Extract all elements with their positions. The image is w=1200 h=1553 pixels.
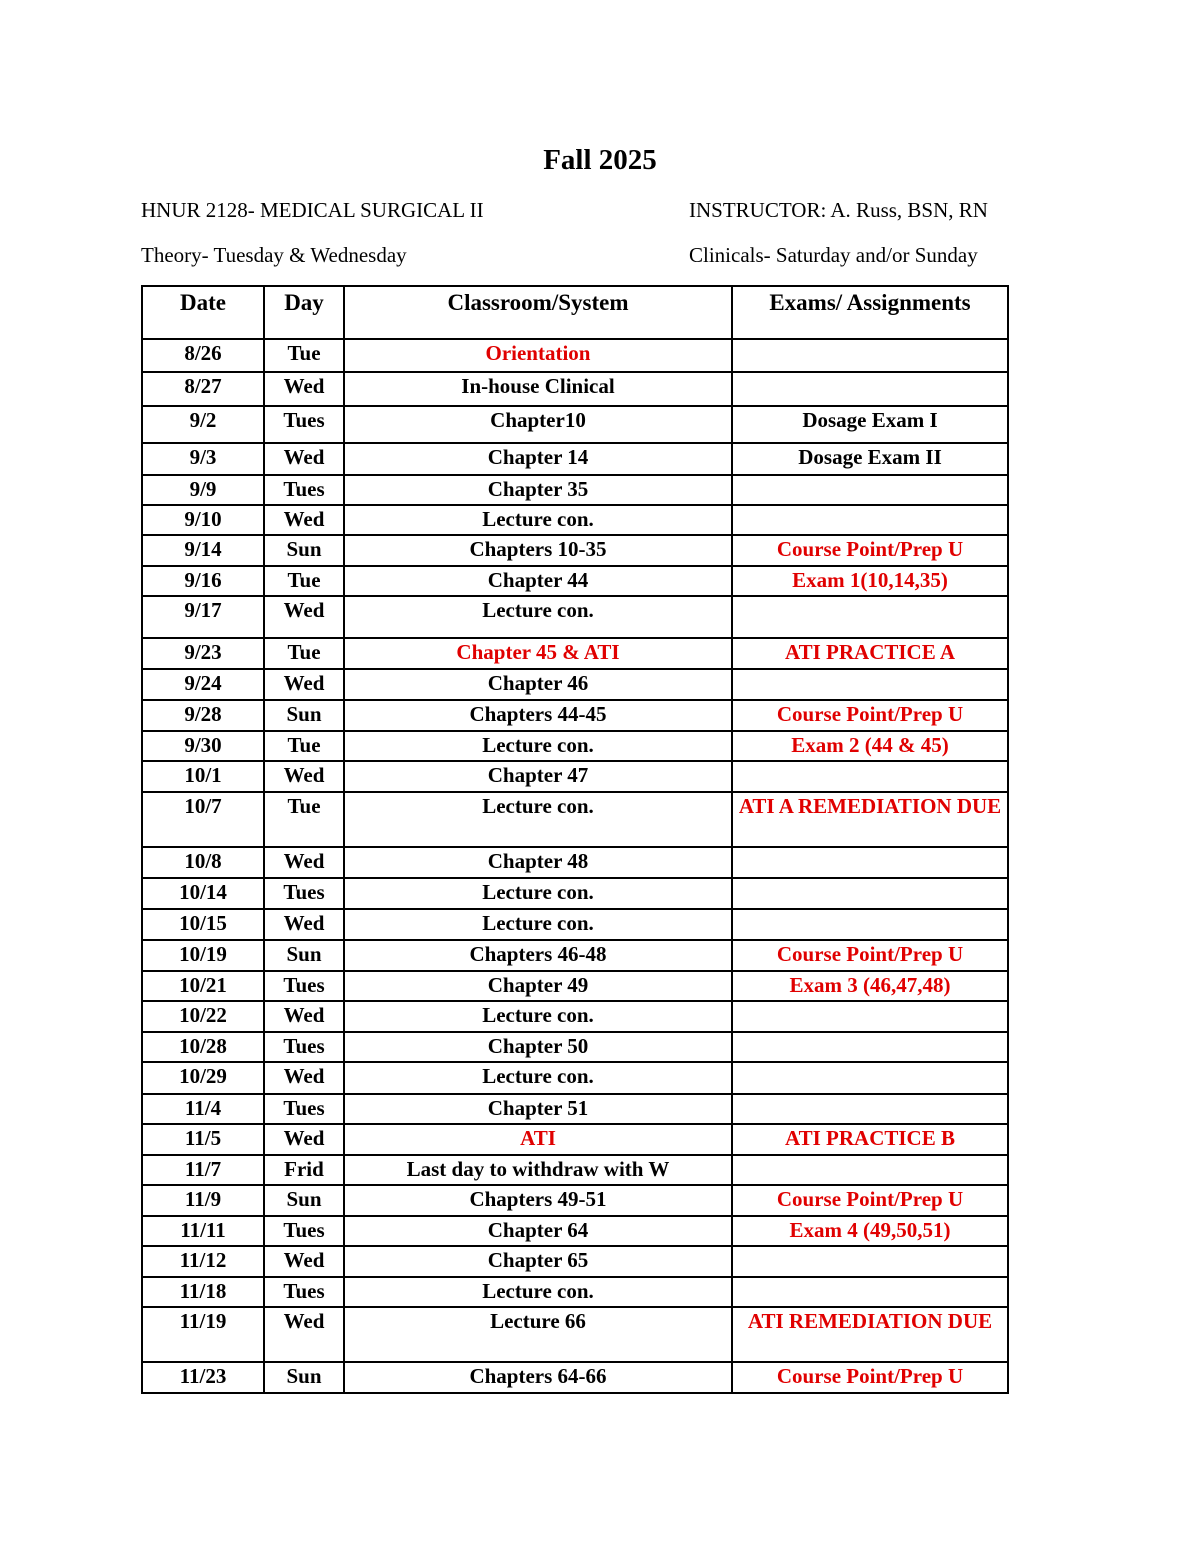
date-cell: 11/4 bbox=[142, 1094, 264, 1124]
day-cell: Tues bbox=[264, 1216, 344, 1246]
clinical-days: Clinicals- Saturday and/or Sunday bbox=[689, 243, 978, 267]
exam-cell bbox=[732, 1155, 1008, 1185]
header-day: Day bbox=[264, 286, 344, 339]
day-cell: Tue bbox=[264, 339, 344, 372]
day-cell: Tue bbox=[264, 566, 344, 596]
classroom-cell: Lecture con. bbox=[344, 731, 732, 761]
table-row bbox=[142, 372, 1008, 406]
table-row bbox=[142, 1246, 1008, 1277]
classroom-cell: ATI bbox=[344, 1124, 732, 1155]
date-cell: 9/9 bbox=[142, 475, 264, 505]
day-cell: Sun bbox=[264, 1185, 344, 1216]
classroom-cell: Lecture con. bbox=[344, 1062, 732, 1094]
table-row bbox=[142, 596, 1008, 638]
date-cell: 9/10 bbox=[142, 505, 264, 535]
exam-cell bbox=[732, 339, 1008, 372]
day-cell: Sun bbox=[264, 1362, 344, 1393]
table-row bbox=[142, 1307, 1008, 1362]
day-cell: Sun bbox=[264, 535, 344, 566]
date-cell: 10/1 bbox=[142, 761, 264, 792]
day-cell: Wed bbox=[264, 669, 344, 700]
classroom-cell: Chapter 49 bbox=[344, 971, 732, 1001]
classroom-cell: Lecture con. bbox=[344, 792, 732, 847]
table-row bbox=[142, 1124, 1008, 1155]
classroom-cell: Chapter 44 bbox=[344, 566, 732, 596]
table-row bbox=[142, 731, 1008, 761]
exam-cell bbox=[732, 596, 1008, 638]
date-cell: 10/7 bbox=[142, 792, 264, 847]
exam-cell bbox=[732, 475, 1008, 505]
schedule-body bbox=[142, 339, 1008, 1393]
exam-cell: Dosage Exam II bbox=[732, 443, 1008, 475]
table-row bbox=[142, 406, 1008, 443]
date-cell: 11/12 bbox=[142, 1246, 264, 1277]
instructor-info: INSTRUCTOR: A. Russ, BSN, RN bbox=[689, 198, 988, 222]
date-cell: 11/5 bbox=[142, 1124, 264, 1155]
exam-cell: ATI REMEDIATION DUE bbox=[732, 1307, 1008, 1362]
date-cell: 9/16 bbox=[142, 566, 264, 596]
classroom-cell: Lecture con. bbox=[344, 596, 732, 638]
day-cell: Tues bbox=[264, 1277, 344, 1307]
date-cell: 8/27 bbox=[142, 372, 264, 406]
classroom-cell: Chapters 49-51 bbox=[344, 1185, 732, 1216]
day-cell: Tues bbox=[264, 971, 344, 1001]
day-cell: Tues bbox=[264, 1094, 344, 1124]
day-cell: Tue bbox=[264, 638, 344, 669]
day-cell: Wed bbox=[264, 1124, 344, 1155]
classroom-cell: Chapter 47 bbox=[344, 761, 732, 792]
classroom-cell: Chapters 64-66 bbox=[344, 1362, 732, 1393]
classroom-cell: Chapter 65 bbox=[344, 1246, 732, 1277]
date-cell: 11/19 bbox=[142, 1307, 264, 1362]
day-cell: Wed bbox=[264, 1001, 344, 1032]
table-row bbox=[142, 1094, 1008, 1124]
classroom-cell: Chapter 14 bbox=[344, 443, 732, 475]
classroom-cell: Chapters 44-45 bbox=[344, 700, 732, 731]
header-date: Date bbox=[142, 286, 264, 339]
date-cell: 9/2 bbox=[142, 406, 264, 443]
exam-cell: Exam 2 (44 & 45) bbox=[732, 731, 1008, 761]
table-row bbox=[142, 1277, 1008, 1307]
table-row bbox=[142, 1062, 1008, 1094]
exam-cell bbox=[732, 372, 1008, 406]
date-cell: 11/11 bbox=[142, 1216, 264, 1246]
schedule-table bbox=[141, 285, 1009, 1394]
header-exams: Exams/ Assignments bbox=[732, 286, 1008, 339]
exam-cell bbox=[732, 505, 1008, 535]
exam-cell: Course Point/Prep U bbox=[732, 700, 1008, 731]
table-row bbox=[142, 909, 1008, 940]
table-row bbox=[142, 443, 1008, 475]
theory-days: Theory- Tuesday & Wednesday bbox=[141, 243, 407, 267]
table-row bbox=[142, 638, 1008, 669]
date-cell: 11/7 bbox=[142, 1155, 264, 1185]
day-cell: Wed bbox=[264, 761, 344, 792]
classroom-cell: Chapter10 bbox=[344, 406, 732, 443]
date-cell: 11/23 bbox=[142, 1362, 264, 1393]
classroom-cell: Chapter 46 bbox=[344, 669, 732, 700]
classroom-cell: In-house Clinical bbox=[344, 372, 732, 406]
exam-cell: Course Point/Prep U bbox=[732, 535, 1008, 566]
day-cell: Tues bbox=[264, 406, 344, 443]
date-cell: 9/14 bbox=[142, 535, 264, 566]
classroom-cell: Chapter 64 bbox=[344, 1216, 732, 1246]
exam-cell: Dosage Exam I bbox=[732, 406, 1008, 443]
classroom-cell: Lecture con. bbox=[344, 1277, 732, 1307]
exam-cell: ATI PRACTICE A bbox=[732, 638, 1008, 669]
day-cell: Tues bbox=[264, 1032, 344, 1062]
table-row bbox=[142, 1155, 1008, 1185]
classroom-cell: Lecture con. bbox=[344, 909, 732, 940]
exam-cell: ATI A REMEDIATION DUE bbox=[732, 792, 1008, 847]
exam-cell bbox=[732, 761, 1008, 792]
exam-cell: Exam 3 (46,47,48) bbox=[732, 971, 1008, 1001]
exam-cell bbox=[732, 909, 1008, 940]
date-cell: 8/26 bbox=[142, 339, 264, 372]
date-cell: 10/28 bbox=[142, 1032, 264, 1062]
table-row bbox=[142, 847, 1008, 878]
date-cell: 9/24 bbox=[142, 669, 264, 700]
exam-cell: Exam 1(10,14,35) bbox=[732, 566, 1008, 596]
exam-cell bbox=[732, 1062, 1008, 1094]
table-row bbox=[142, 878, 1008, 909]
table-row bbox=[142, 669, 1008, 700]
exam-cell bbox=[732, 1001, 1008, 1032]
day-cell: Wed bbox=[264, 505, 344, 535]
exam-cell: Course Point/Prep U bbox=[732, 1362, 1008, 1393]
date-cell: 10/19 bbox=[142, 940, 264, 971]
date-cell: 10/15 bbox=[142, 909, 264, 940]
exam-cell: Course Point/Prep U bbox=[732, 940, 1008, 971]
table-row bbox=[142, 505, 1008, 535]
day-cell: Tues bbox=[264, 475, 344, 505]
day-cell: Tues bbox=[264, 878, 344, 909]
date-cell: 9/3 bbox=[142, 443, 264, 475]
table-row bbox=[142, 566, 1008, 596]
day-cell: Wed bbox=[264, 372, 344, 406]
exam-cell bbox=[732, 1277, 1008, 1307]
exam-cell bbox=[732, 1094, 1008, 1124]
date-cell: 10/29 bbox=[142, 1062, 264, 1094]
date-cell: 10/8 bbox=[142, 847, 264, 878]
exam-cell bbox=[732, 1032, 1008, 1062]
exam-cell: Exam 4 (49,50,51) bbox=[732, 1216, 1008, 1246]
exam-cell bbox=[732, 847, 1008, 878]
exam-cell: ATI PRACTICE B bbox=[732, 1124, 1008, 1155]
table-row bbox=[142, 792, 1008, 847]
date-cell: 10/14 bbox=[142, 878, 264, 909]
table-row bbox=[142, 971, 1008, 1001]
day-cell: Wed bbox=[264, 1246, 344, 1277]
classroom-cell: Last day to withdraw with W bbox=[344, 1155, 732, 1185]
date-cell: 10/21 bbox=[142, 971, 264, 1001]
table-row bbox=[142, 761, 1008, 792]
table-row bbox=[142, 700, 1008, 731]
table-row bbox=[142, 1216, 1008, 1246]
date-cell: 11/18 bbox=[142, 1277, 264, 1307]
course-name: HNUR 2128- MEDICAL SURGICAL II bbox=[141, 198, 484, 222]
classroom-cell: Chapter 50 bbox=[344, 1032, 732, 1062]
table-row bbox=[142, 1032, 1008, 1062]
classroom-cell: Orientation bbox=[344, 339, 732, 372]
table-header-row bbox=[142, 286, 1008, 339]
day-cell: Sun bbox=[264, 700, 344, 731]
classroom-cell: Lecture 66 bbox=[344, 1307, 732, 1362]
table-row bbox=[142, 1362, 1008, 1393]
classroom-cell: Chapter 48 bbox=[344, 847, 732, 878]
classroom-cell: Lecture con. bbox=[344, 878, 732, 909]
classroom-cell: Chapter 51 bbox=[344, 1094, 732, 1124]
day-cell: Sun bbox=[264, 940, 344, 971]
table-row bbox=[142, 475, 1008, 505]
classroom-cell: Chapter 45 & ATI bbox=[344, 638, 732, 669]
table-row bbox=[142, 339, 1008, 372]
exam-cell: Course Point/Prep U bbox=[732, 1185, 1008, 1216]
classroom-cell: Lecture con. bbox=[344, 1001, 732, 1032]
date-cell: 10/22 bbox=[142, 1001, 264, 1032]
table-row bbox=[142, 535, 1008, 566]
header-classroom: Classroom/System bbox=[344, 286, 732, 339]
table-row bbox=[142, 940, 1008, 971]
date-cell: 9/28 bbox=[142, 700, 264, 731]
table-row bbox=[142, 1185, 1008, 1216]
day-cell: Wed bbox=[264, 596, 344, 638]
date-cell: 11/9 bbox=[142, 1185, 264, 1216]
date-cell: 9/30 bbox=[142, 731, 264, 761]
day-cell: Wed bbox=[264, 443, 344, 475]
day-cell: Tue bbox=[264, 792, 344, 847]
date-cell: 9/17 bbox=[142, 596, 264, 638]
classroom-cell: Lecture con. bbox=[344, 505, 732, 535]
date-cell: 9/23 bbox=[142, 638, 264, 669]
day-cell: Wed bbox=[264, 1062, 344, 1094]
exam-cell bbox=[732, 878, 1008, 909]
classroom-cell: Chapter 35 bbox=[344, 475, 732, 505]
classroom-cell: Chapters 10-35 bbox=[344, 535, 732, 566]
page-title: Fall 2025 bbox=[543, 144, 657, 176]
day-cell: Wed bbox=[264, 847, 344, 878]
day-cell: Tue bbox=[264, 731, 344, 761]
table-row bbox=[142, 1001, 1008, 1032]
exam-cell bbox=[732, 669, 1008, 700]
day-cell: Wed bbox=[264, 1307, 344, 1362]
classroom-cell: Chapters 46-48 bbox=[344, 940, 732, 971]
exam-cell bbox=[732, 1246, 1008, 1277]
day-cell: Wed bbox=[264, 909, 344, 940]
day-cell: Frid bbox=[264, 1155, 344, 1185]
